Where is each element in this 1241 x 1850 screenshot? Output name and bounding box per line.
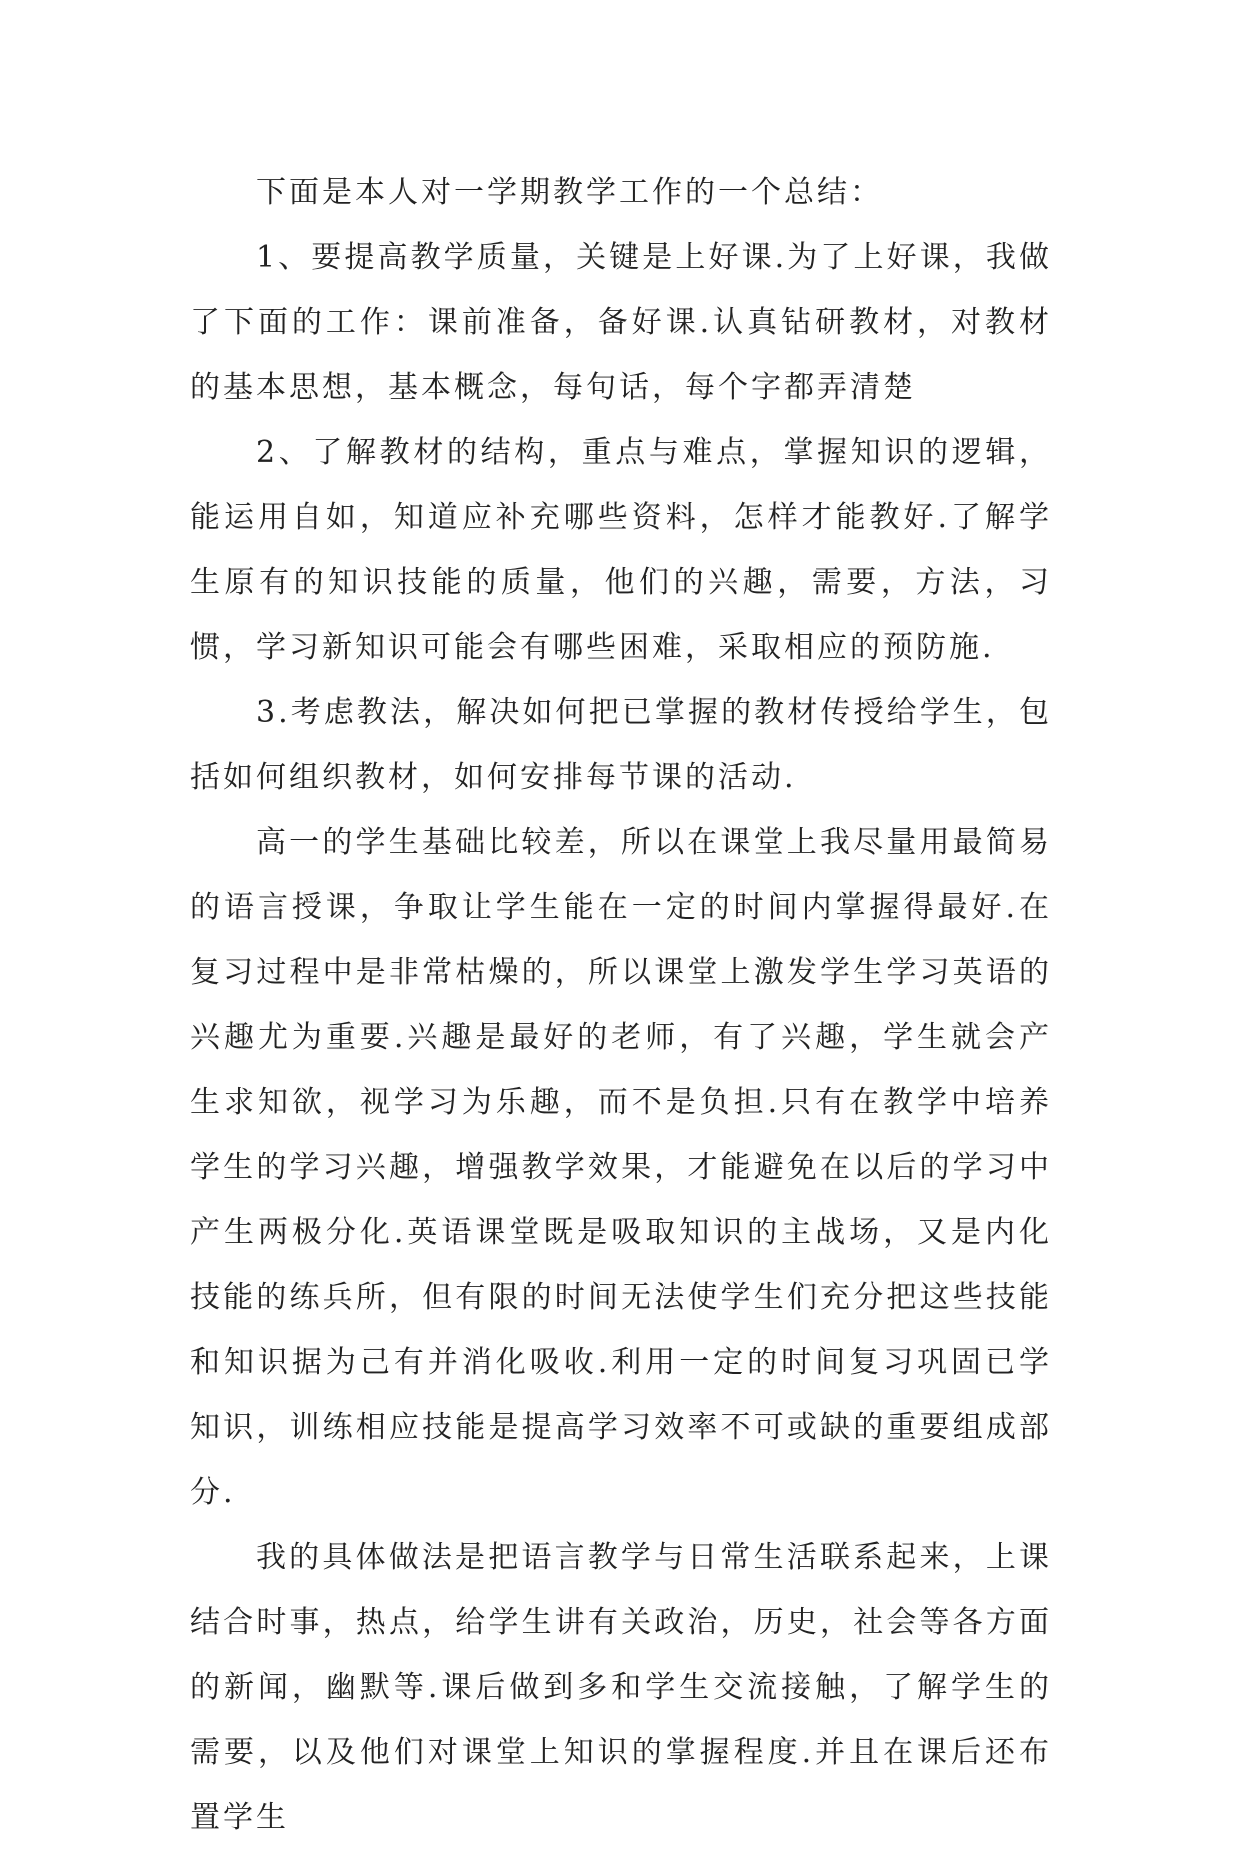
paragraph-point-1: 1、要提高教学质量，关键是上好课.为了上好课，我做了下面的工作：课前准备，备好课.认真钻研教材，对教材的基本思想，基本概念，每句话，每个字都弄清楚 [190, 240, 1052, 405]
paragraph-intro: 下面是本人对一学期教学工作的一个总结： [256, 175, 883, 210]
paragraph-method: 我的具体做法是把语言教学与日常生活联系起来，上课结合时事，热点，给学生讲有关政治，历史，社会等各方面的新闻，幽默等.课后做到多和学生交流接触，了解学生的需要，以及他们对课堂上知识的掌握程度.并且在课后还布置学生 [190, 1540, 1052, 1835]
document-body [190, 160, 1052, 1850]
paragraph-students: 高一的学生基础比较差，所以在课堂上我尽量用最简易的语言授课，争取让学生能在一定的时间内掌握得最好.在复习过程中是非常枯燥的，所以课堂上激发学生学习英语的兴趣尤为重要.兴趣是最好的老师，有了兴趣，学生就会产生求知欲，视学习为乐趣，而不是负担.只有在教学中培养学生的学习兴趣，增强教学效果，才能避免在以后的学习中产生两极分化.英语课堂既是吸取知识的主战场，又是内化技能的练兵所，但有限的时间无法使学生们充分把这些技能和知识据为己有并消化吸收.利用一定的时间复习巩固已学知识，训练相应技能是提高学习效率不可或缺的重要组成部分. [190, 825, 1052, 1510]
paragraph-point-2: 2、了解教材的结构，重点与难点，掌握知识的逻辑，能运用自如，知道应补充哪些资料，怎样才能教好.了解学生原有的知识技能的质量，他们的兴趣，需要，方法，习惯，学习新知识可能会有哪些困难，采取相应的预防施. [190, 435, 1052, 665]
paragraph-point-3: 3.考虑教法，解决如何把已掌握的教材传授给学生，包括如何组织教材，如何安排每节课的活动. [190, 695, 1052, 795]
